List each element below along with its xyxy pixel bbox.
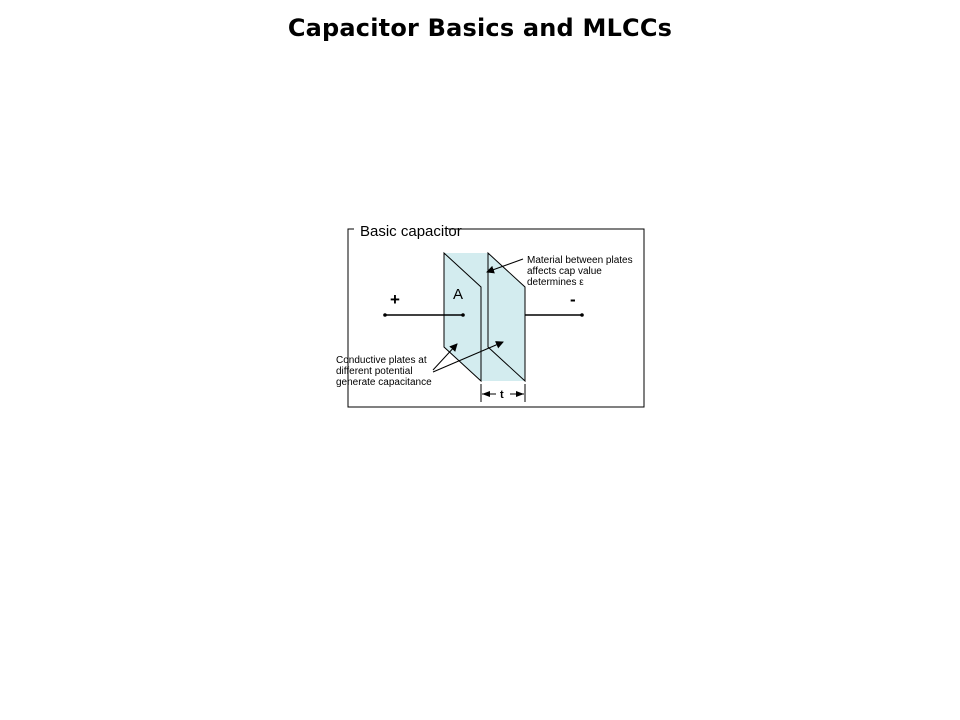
- plates-note-line-3: generate capacitance: [336, 377, 432, 388]
- plates-note: [336, 355, 432, 388]
- plates-note-line-1: Conductive plates at: [336, 355, 427, 366]
- positive-terminal-dot: [383, 313, 387, 317]
- plates-note-line-2: different potential: [336, 366, 413, 377]
- dielectric-note-line-3: determines ε: [527, 277, 584, 288]
- dielectric-note-line-1: Material between plates: [527, 255, 633, 266]
- plate-area-label: A: [453, 286, 464, 303]
- frame-label: Basic capacitor: [360, 223, 462, 240]
- dielectric-note: [527, 255, 633, 288]
- thickness-label: t: [500, 389, 504, 401]
- page-title: Capacitor Basics and MLCCs: [287, 14, 673, 42]
- positive-label: +: [390, 290, 400, 309]
- dielectric-note-line-2: affects cap value: [527, 266, 602, 277]
- negative-label: -: [570, 290, 576, 309]
- positive-plate-dot: [461, 313, 465, 317]
- negative-terminal-dot: [580, 313, 584, 317]
